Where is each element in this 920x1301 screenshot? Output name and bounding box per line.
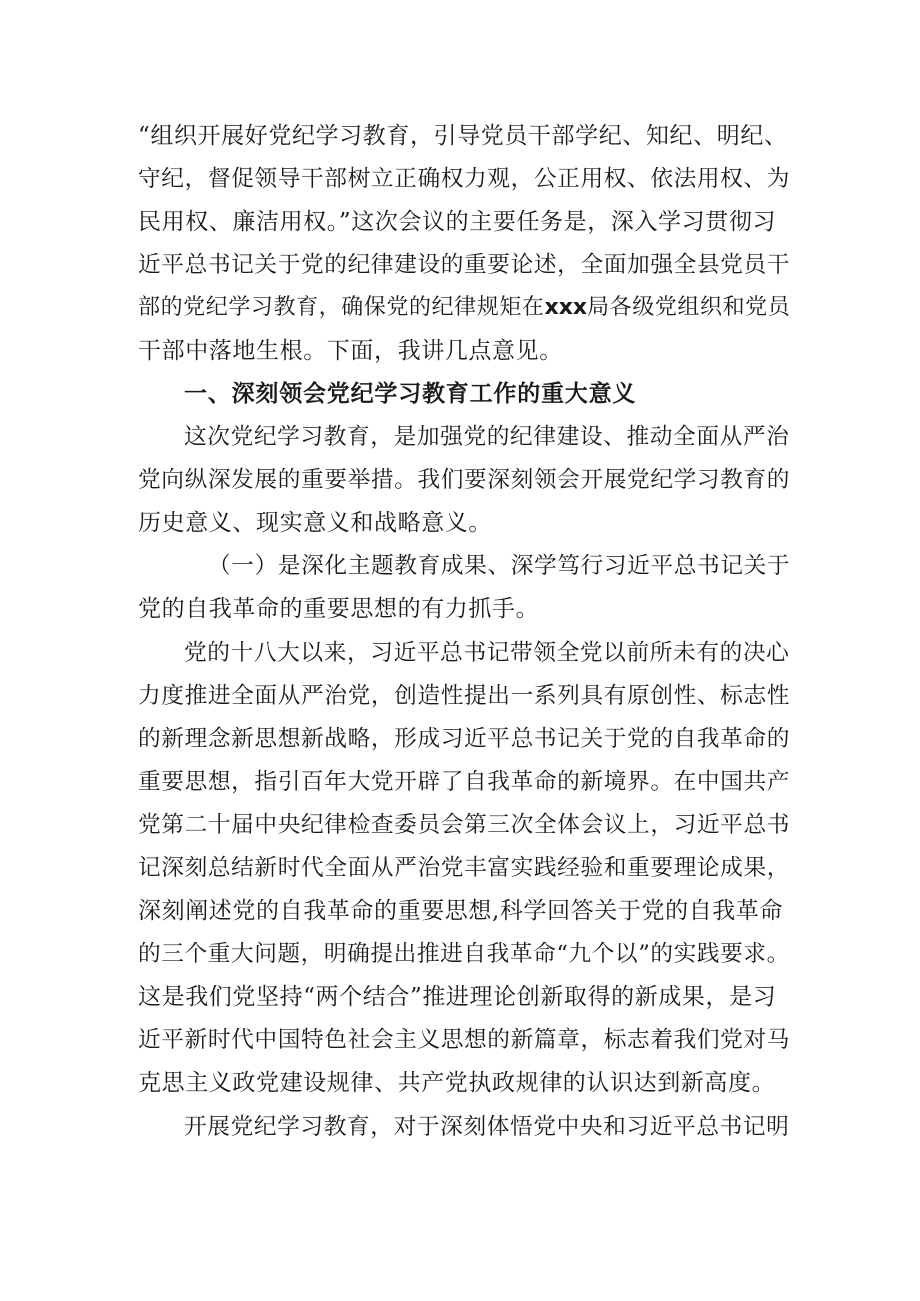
paragraph-line: 克思主义政党建设规律、共产党执政规律的认识达到新高度。 xyxy=(138,1070,776,1096)
paragraph-line: 历史意义、现实意义和战略意义。 xyxy=(138,510,492,536)
paragraph-line: 党向纵深发展的重要举措。我们要深刻领会开展党纪学习教育的 xyxy=(138,467,791,493)
paragraph-line: 守纪，督促领导干部树立正确权力观，公正用权、依法用权、为 xyxy=(138,166,791,192)
section-heading: 一、深刻领会党纪学习教育工作的重大意义 xyxy=(184,380,637,407)
line-text: 局各级党组织和党员 xyxy=(587,295,791,320)
paragraph-line: “组织开展好党纪学习教育，引导党员干部学纪、知纪、明纪、 xyxy=(138,123,788,149)
paragraph-line: 开展党纪学习教育，对于深刻体悟党中央和习近平总书记明 xyxy=(184,1114,790,1140)
paragraph-line: 民用权、廉洁用权。”这次会议的主要任务是，深入学习贯彻习 xyxy=(138,209,777,235)
paragraph-line: 这是我们党坚持“两个结合”推进理论创新取得的新成果，是习 xyxy=(138,984,777,1010)
paragraph-line: 的三个重大问题，明确提出推进自我革命“九个以”的实践要求。 xyxy=(138,941,790,967)
paragraph-line xyxy=(138,293,790,323)
paragraph-line: 深刻阐述党的自我革命的重要思想,科学回答关于党的自我革命 xyxy=(138,898,784,924)
paragraph-line: 的新理念新思想新战略，形成习近平总书记关于党的自我革命的 xyxy=(138,726,791,752)
subsection-heading-cont: 党的自我革命的重要思想的有力抓手。 xyxy=(138,596,540,622)
paragraph-line: 记深刻总结新时代全面从严治党丰富实践经验和重要理论成果， xyxy=(138,855,791,881)
paragraph-line: 党第二十届中央纪律检查委员会第三次全体会议上，习近平总书 xyxy=(138,812,791,838)
subsection-heading: （一）是深化主题教育成果、深学笃行习近平总书记关于 xyxy=(208,553,791,579)
paragraph-line: 近平总书记关于党的纪律建设的重要论述，全面加强全县党员干 xyxy=(138,252,791,278)
placeholder-text: xxx xyxy=(544,295,588,320)
paragraph-line: 这次党纪学习教育，是加强党的纪律建设、推动全面从严治 xyxy=(184,424,790,450)
line-text: 部的党纪学习教育，确保党的纪律规矩在 xyxy=(138,295,545,320)
paragraph-line: 党的十八大以来，习近平总书记带领全党以前所未有的决心 xyxy=(184,640,790,666)
paragraph-line: 干部中落地生根。下面，我讲几点意见。 xyxy=(138,338,563,364)
paragraph-line: 近平新时代中国特色社会主义思想的新篇章，标志着我们党对马 xyxy=(138,1027,791,1053)
paragraph-line: 重要思想，指引百年大党开辟了自我革命的新境界。在中国共产 xyxy=(138,769,791,795)
paragraph-line: 力度推进全面从严治党，创造性提出一系列具有原创性、标志性 xyxy=(138,683,791,709)
